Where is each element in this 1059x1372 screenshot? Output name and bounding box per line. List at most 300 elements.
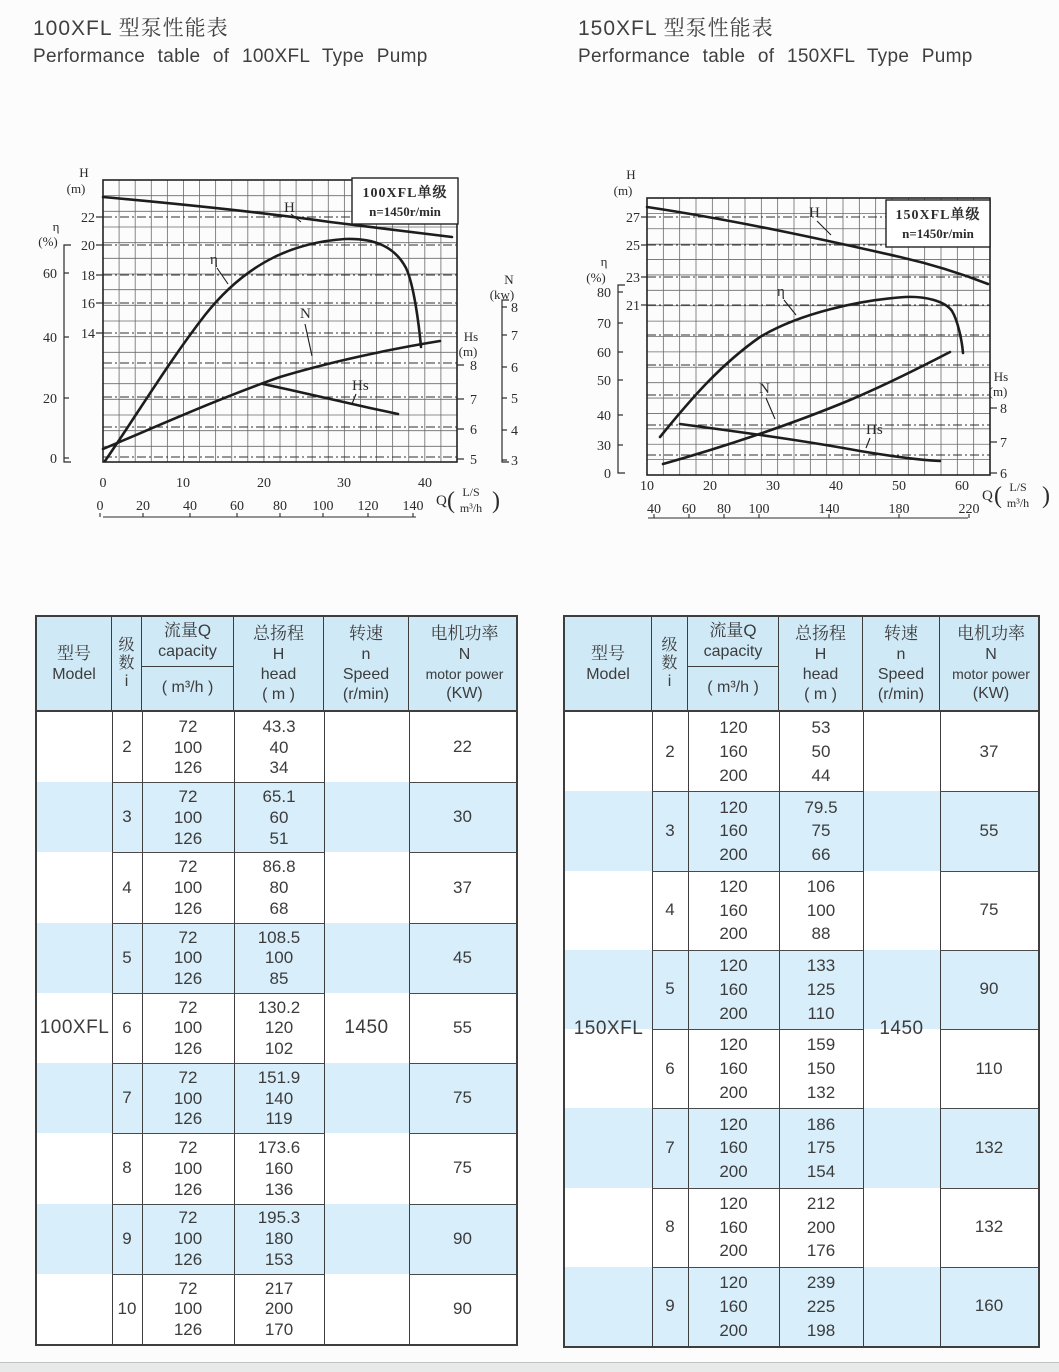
head-value: 160: [264, 1158, 294, 1178]
stage-cell: 7: [122, 1088, 132, 1108]
header-capacity-cn: 流量Q: [163, 621, 212, 641]
head-value: 173.6: [257, 1138, 301, 1158]
capacity-cell: [142, 782, 234, 852]
speed-cell: 1450: [879, 1018, 924, 1039]
tick-label-xM3H: 0: [96, 499, 104, 514]
tick-label-eta: 50: [597, 374, 611, 389]
header-line: motor power: [425, 666, 504, 682]
head-value: 130.2: [257, 997, 301, 1017]
axis-label-Hs: Hs: [993, 369, 1009, 384]
x-axis-q-label: Q: [982, 488, 993, 504]
capacity-cell: [142, 993, 234, 1063]
capacity-cell: [142, 1133, 234, 1203]
head-value: 79.5: [804, 797, 838, 817]
tick-label-H: 14: [81, 327, 95, 342]
capacity-cell: [142, 1274, 234, 1344]
capacity-value: 126: [173, 968, 203, 988]
header-line: head: [802, 665, 839, 683]
tick-label-xM3H: 80: [717, 502, 731, 517]
tick-label-xLS: 10: [176, 476, 190, 491]
model-cell: 150XFL: [573, 1018, 644, 1039]
performance-table-150xfl: [563, 615, 1040, 1348]
header-line: motor power: [952, 666, 1030, 682]
tick-label-xLS: 40: [418, 476, 432, 491]
head-cell: [234, 1274, 324, 1344]
stage-cell: 10: [117, 1298, 137, 1318]
right-title-en: Performance table of 150XFL Type Pump: [578, 46, 973, 67]
tick-label-H: 27: [626, 211, 640, 226]
capacity-value: 126: [173, 1320, 203, 1340]
curve-N: [663, 352, 950, 464]
head-value: 150: [806, 1059, 836, 1079]
chart-subtitle: n=1450r/min: [902, 226, 974, 241]
head-cell: [234, 1063, 324, 1133]
axis-label-N: N: [504, 272, 514, 287]
head-value: 239: [806, 1273, 836, 1293]
capacity-value: 100: [173, 1299, 203, 1319]
capacity-value: 120: [719, 797, 748, 817]
header-model: [565, 617, 652, 710]
capacity-value: 200: [719, 765, 748, 785]
capacity-value: 100: [173, 878, 203, 898]
header-capacity: [688, 617, 779, 710]
axis-label-H: H: [626, 167, 636, 182]
capacity-cell: [688, 712, 779, 791]
capacity-value: 72: [178, 1138, 198, 1158]
head-value: 151.9: [257, 1067, 301, 1087]
axis-label-eta: (%): [38, 234, 58, 249]
tick-label-xLS: 30: [337, 476, 351, 491]
header-line: (r/min): [342, 685, 390, 703]
power-cell: 37: [453, 877, 472, 897]
curve-label-η: η: [210, 252, 218, 268]
head-value: 75: [811, 821, 831, 841]
header-capacity-unit-text: ( m³/h ): [707, 679, 759, 697]
power-cell: 37: [979, 741, 999, 761]
header-capacity-en: capacity: [158, 643, 217, 661]
performance-chart-150xfl: [555, 150, 1059, 545]
capacity-value: 100: [173, 1018, 203, 1038]
head-cell: [779, 1029, 863, 1108]
capacity-value: 100: [173, 1229, 203, 1249]
stage-cell: 8: [665, 1217, 675, 1237]
tick-label-H: 21: [626, 299, 640, 314]
chart-root: [38, 165, 518, 517]
x-unit-paren-open: (: [994, 483, 1002, 509]
capacity-value: 72: [178, 716, 198, 736]
head-value: 85: [269, 968, 289, 988]
head-cell: [234, 1204, 324, 1274]
tick-label-xLS: 30: [766, 479, 780, 494]
tick-label-xM3H: 80: [273, 499, 287, 514]
head-cell: [234, 712, 324, 782]
capacity-value: 160: [719, 1138, 748, 1158]
head-value: 198: [806, 1320, 836, 1340]
tick-label-eta: 60: [43, 267, 57, 282]
stage-cell: 3: [122, 807, 132, 827]
tick-label-Hs: 8: [470, 359, 477, 374]
head-cell: [779, 950, 863, 1029]
stage-cell: 3: [665, 820, 675, 840]
axis-label-H: (m): [613, 183, 633, 198]
header-line: n: [896, 645, 906, 663]
head-value: 175: [806, 1138, 836, 1158]
power-cell: 90: [453, 1228, 472, 1248]
header-line: 型号: [57, 643, 91, 663]
capacity-value: 160: [719, 979, 748, 999]
capacity-value: 120: [719, 1273, 748, 1293]
header-line: 转速: [884, 623, 918, 643]
header-line: 级: [118, 636, 135, 654]
head-value: 53: [811, 718, 831, 738]
head-value: 180: [264, 1229, 294, 1249]
power-cell: 75: [979, 900, 999, 920]
header-line: 数: [661, 654, 678, 672]
head-value: 153: [264, 1249, 294, 1269]
head-value: 51: [269, 828, 289, 848]
capacity-value: 200: [719, 1320, 748, 1340]
header-line: ( m ): [262, 685, 295, 703]
head-cell: [234, 852, 324, 922]
curve-label-Hs: Hs: [352, 378, 369, 394]
tick-label-N: 6: [511, 361, 518, 376]
tick-label-N: 7: [511, 329, 518, 344]
curve-pointer: [305, 324, 312, 356]
tick-label-N: 4: [511, 424, 518, 439]
header-capacity-unit-text: ( m³/h ): [161, 679, 214, 697]
x-unit-ls: L/S: [1009, 480, 1027, 494]
head-value: 106: [806, 876, 836, 896]
stage-cell: 7: [665, 1137, 675, 1157]
stage-cell: 4: [665, 900, 675, 920]
header-line: n: [361, 645, 371, 663]
header-line: 总扬程: [253, 623, 304, 643]
head-cell: [779, 871, 863, 950]
capacity-value: 200: [719, 1003, 748, 1023]
head-value: 119: [265, 1109, 293, 1129]
power-cell: 110: [975, 1058, 1003, 1078]
tick-label-xLS: 60: [955, 479, 969, 494]
capacity-value: 160: [719, 742, 748, 762]
capacity-value: 120: [719, 1193, 748, 1213]
tick-label-H: 18: [81, 269, 95, 284]
head-value: 133: [806, 956, 836, 976]
head-value: 120: [264, 1018, 294, 1038]
capacity-value: 100: [173, 1088, 203, 1108]
stage-cell: 2: [665, 741, 675, 761]
head-value: 200: [806, 1217, 836, 1237]
grid-accent-lines: [647, 217, 990, 455]
capacity-value: 200: [719, 924, 748, 944]
tick-label-xLS: 40: [829, 479, 843, 494]
capacity-cell: [688, 871, 779, 950]
header-line: N: [985, 646, 997, 663]
head-cell: [234, 1133, 324, 1203]
header-capacity-unit: [688, 667, 778, 710]
axis-label-H: H: [79, 165, 89, 180]
header-head: [234, 617, 324, 710]
header-capacity-unit: [142, 667, 233, 710]
secondary-scale-ruler: [648, 514, 969, 518]
chart-title: 100XFL单级: [362, 186, 448, 201]
power-cell: 132: [974, 1137, 1004, 1157]
stage-cell: 4: [122, 877, 132, 897]
tick-label-eta: 40: [597, 409, 611, 424]
head-value: 217: [264, 1278, 294, 1298]
tick-label-H: 22: [81, 211, 95, 226]
tick-label-xLS: 10: [640, 479, 654, 494]
page-bottom-strip: [0, 1362, 1059, 1372]
head-value: 43.3: [262, 716, 296, 736]
axis-label-eta: η: [600, 254, 608, 269]
curve-N: [103, 341, 440, 449]
tick-label-xM3H: 100: [748, 502, 770, 517]
x-unit-m3h: m³/h: [1006, 496, 1030, 510]
header-line: Model: [586, 665, 630, 683]
capacity-value: 126: [173, 758, 203, 778]
stage-cell: 6: [122, 1017, 132, 1037]
header-line: 级: [661, 636, 678, 654]
tick-label-xM3H: 40: [183, 499, 197, 514]
tick-label-Hs: 8: [1000, 402, 1007, 417]
tick-label-xM3H: 140: [818, 502, 840, 517]
stage-cell: 8: [122, 1158, 132, 1178]
capacity-value: 200: [719, 1082, 748, 1102]
stage-cell: 5: [122, 947, 132, 967]
head-value: 154: [806, 1162, 836, 1182]
x-unit-paren-close: ): [492, 488, 500, 514]
header-power: [940, 617, 1042, 710]
capacity-value: 126: [173, 1179, 203, 1199]
axis-label-N: (kw): [489, 287, 515, 302]
tick-label-eta: 60: [597, 346, 611, 361]
tick-label-xM3H: 40: [647, 502, 661, 517]
header-stage: [112, 617, 142, 710]
tick-label-H: 16: [81, 297, 95, 312]
tick-label-eta: 20: [43, 392, 57, 407]
head-value: 125: [806, 979, 836, 999]
speed-cell: 1450: [344, 1017, 389, 1038]
power-cell: 90: [979, 979, 999, 999]
capacity-cell: [142, 712, 234, 782]
x-unit-m3h: m³/h: [459, 501, 483, 515]
head-value: 80: [269, 878, 289, 898]
capacity-value: 160: [719, 1296, 748, 1316]
capacity-value: 126: [173, 1039, 203, 1059]
power-cell: 75: [453, 1158, 472, 1178]
capacity-value: 126: [173, 898, 203, 918]
stage-cell: 9: [122, 1228, 132, 1248]
axis-label-eta: (%): [586, 270, 606, 285]
header-line: Speed: [877, 665, 925, 683]
tick-label-Hs: 7: [1000, 436, 1007, 451]
head-value: 60: [269, 807, 289, 827]
header-capacity: [142, 617, 234, 710]
capacity-value: 100: [173, 737, 203, 757]
header-model: [37, 617, 112, 710]
capacity-value: 200: [719, 1162, 748, 1182]
tick-label-xM3H: 60: [230, 499, 244, 514]
head-value: 44: [811, 765, 831, 785]
head-value: 34: [269, 758, 289, 778]
header-line: H: [814, 645, 827, 663]
left-title-en: Performance table of 100XFL Type Pump: [33, 46, 428, 67]
tick-label-eta: 70: [597, 317, 611, 332]
table-body: [565, 712, 1038, 1346]
head-value: 86.8: [262, 857, 296, 877]
tick-label-N: 8: [511, 301, 518, 316]
head-value: 186: [806, 1114, 836, 1134]
header-line: 总扬程: [795, 623, 846, 643]
power-cell: 160: [974, 1296, 1004, 1316]
capacity-value: 120: [719, 1114, 748, 1134]
head-cell: [779, 712, 863, 791]
tick-label-xM3H: 60: [682, 502, 696, 517]
capacity-cell: [142, 1063, 234, 1133]
capacity-cell: [688, 1108, 779, 1187]
capacity-value: 120: [719, 876, 748, 896]
x-axis-q-label: Q: [436, 493, 447, 509]
x-unit-ls: L/S: [462, 485, 480, 499]
right-title-cn: 150XFL 型泵性能表: [578, 17, 774, 40]
power-cell: 90: [453, 1298, 472, 1318]
chart-title: 150XFL单级: [895, 208, 981, 223]
header-line: Model: [52, 665, 96, 683]
tick-label-xM3H: 20: [136, 499, 150, 514]
capacity-cell: [142, 1204, 234, 1274]
header-line: head: [260, 665, 297, 683]
power-cell: 45: [453, 947, 472, 967]
tick-label-Hs: 6: [470, 423, 477, 438]
header-line: Speed: [342, 665, 390, 683]
head-value: 66: [811, 845, 831, 865]
capacity-cell: [688, 950, 779, 1029]
head-value: 100: [806, 900, 836, 920]
left-title-cn: 100XFL 型泵性能表: [33, 17, 229, 40]
header-line: (r/min): [877, 685, 925, 703]
header-head: [779, 617, 863, 710]
capacity-value: 120: [719, 1035, 748, 1055]
head-value: 68: [269, 898, 289, 918]
tick-label-H: 25: [626, 239, 640, 254]
tick-label-xLS: 50: [892, 479, 906, 494]
capacity-value: 126: [173, 1249, 203, 1269]
capacity-value: 100: [173, 948, 203, 968]
axis-label-eta: η: [52, 219, 60, 234]
header-line: i: [124, 672, 129, 690]
tick-label-H: 23: [626, 271, 640, 286]
header-capacity-en: capacity: [703, 643, 763, 661]
tick-label-Hs: 5: [470, 453, 477, 468]
head-value: 132: [806, 1082, 836, 1102]
head-cell: [779, 1108, 863, 1187]
axis-label-Hs: (m): [988, 384, 1008, 399]
power-cell: 75: [453, 1088, 472, 1108]
power-cell: 55: [453, 1017, 472, 1037]
curve-pointer: [766, 398, 775, 419]
header-stage: [652, 617, 688, 710]
tick-label-Hs: 6: [1000, 467, 1007, 482]
chart-subtitle: n=1450r/min: [369, 204, 441, 219]
power-cell: 30: [453, 807, 472, 827]
head-value: 65.1: [262, 787, 296, 807]
header-line: ( m ): [804, 685, 837, 703]
table-header: [37, 617, 516, 712]
tick-label-N: 5: [511, 392, 518, 407]
header-capacity-cn: 流量Q: [709, 621, 757, 641]
header-capacity-top: [688, 617, 778, 667]
header-line: 数: [118, 654, 135, 672]
power-cell: 55: [979, 820, 999, 840]
capacity-cell: [688, 1029, 779, 1108]
capacity-value: 72: [178, 927, 198, 947]
tick-label-xLS: 0: [99, 476, 107, 491]
head-value: 100: [264, 948, 294, 968]
header-line: H: [272, 645, 285, 663]
axis-label-Hs: (m): [458, 344, 478, 359]
header-line: 转速: [349, 623, 383, 643]
head-value: 136: [264, 1179, 294, 1199]
capacity-cell: [688, 1188, 779, 1267]
header-line: i: [667, 672, 672, 690]
tick-label-xM3H: 180: [888, 502, 910, 517]
curve-pointer: [217, 268, 228, 284]
axis-brackets: [618, 285, 625, 473]
table-body: [37, 712, 516, 1344]
stage-cell: 6: [665, 1058, 675, 1078]
stage-cell: 5: [665, 979, 675, 999]
tick-label-xM3H: 220: [958, 502, 980, 517]
capacity-cell: [142, 852, 234, 922]
tick-label-eta: 30: [597, 439, 611, 454]
stage-cell: 9: [665, 1296, 675, 1316]
capacity-value: 72: [178, 857, 198, 877]
tick-label-H: 20: [81, 239, 95, 254]
capacity-value: 126: [173, 1109, 203, 1129]
capacity-value: 72: [178, 787, 198, 807]
capacity-value: 120: [719, 956, 748, 976]
head-value: 159: [806, 1035, 836, 1055]
capacity-value: 160: [719, 1059, 748, 1079]
head-value: 50: [811, 742, 831, 762]
table-header: [565, 617, 1038, 712]
capacity-value: 72: [178, 1278, 198, 1298]
curve-label-Hs: Hs: [866, 422, 883, 438]
head-cell: [234, 782, 324, 852]
power-cell: 22: [453, 737, 472, 757]
capacity-value: 120: [719, 718, 748, 738]
capacity-value: 100: [173, 807, 203, 827]
head-value: 176: [806, 1241, 836, 1261]
stage-cell: 2: [122, 737, 132, 757]
chart-root: [586, 167, 1050, 518]
head-value: 88: [811, 924, 831, 944]
head-value: 40: [269, 737, 289, 757]
tick-label-xM3H: 140: [402, 499, 424, 514]
head-value: 200: [264, 1299, 294, 1319]
tick-label-eta: 40: [43, 331, 57, 346]
tick-label-N: 3: [511, 454, 518, 469]
header-line: 电机功率: [430, 624, 499, 643]
head-value: 110: [807, 1003, 835, 1023]
curve-label-N: N: [759, 381, 770, 397]
curve-label-N: N: [300, 306, 311, 322]
tick-label-eta: 0: [604, 467, 611, 482]
header-line: (KW): [446, 685, 483, 702]
performance-chart-100xfl: [0, 150, 545, 545]
head-cell: [779, 1188, 863, 1267]
curve-label-H: H: [284, 200, 295, 216]
